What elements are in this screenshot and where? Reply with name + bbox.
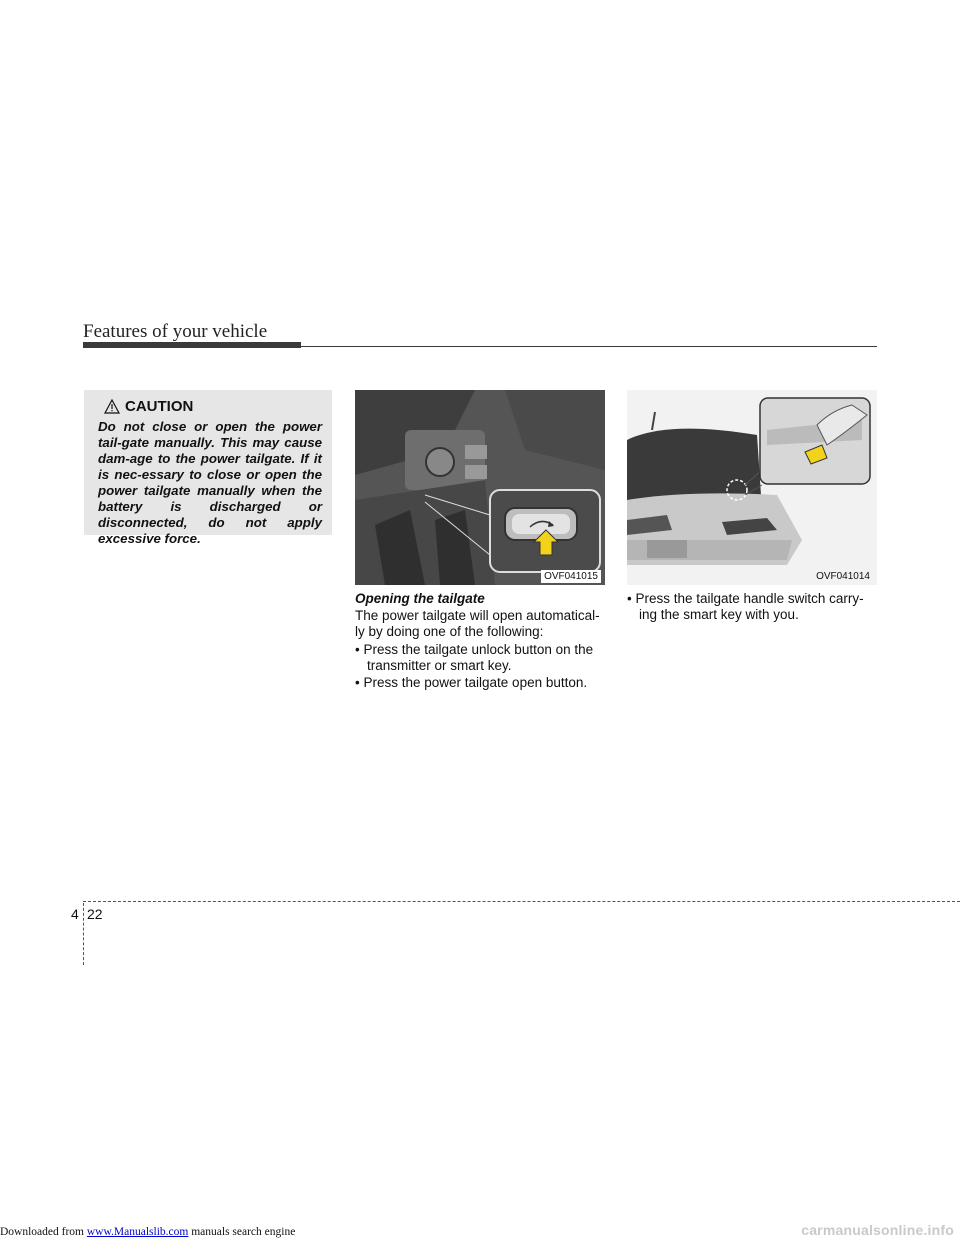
page-number: 22 — [87, 906, 103, 922]
figure-tailgate-handle-switch — [627, 390, 877, 585]
chapter-number: 4 — [71, 906, 79, 922]
caution-text: Do not close or open the power tail-gate manually. This may cause dam-age to the power tailgate. If it is nec-essary to close or open the power tailgate manually when the battery is discharged or disconnected, do not apply excessive force. — [98, 419, 322, 546]
figure-code: OVF041014 — [816, 571, 870, 582]
bullet-item: • Press the tailgate unlock button on the transmitter or smart key. — [355, 642, 594, 673]
bullet-item: • Press the power tailgate open button. — [355, 675, 588, 690]
caution-box — [84, 390, 332, 546]
caution-header — [104, 398, 322, 415]
chapter-divider-vertical — [83, 903, 84, 965]
footer-prefix: Downloaded from — [0, 1226, 87, 1238]
chapter-divider — [83, 901, 960, 902]
caution-title: CAUTION — [125, 398, 194, 415]
figure-tailgate-open-button — [355, 390, 605, 585]
watermark-logo: carmanualsonline.info — [801, 1222, 954, 1238]
header-bar — [83, 342, 301, 348]
footer-suffix: manuals search engine — [188, 1226, 296, 1238]
bullet-item: • Press the tailgate handle switch carry-ing the smart key with you. — [627, 591, 864, 622]
figure-code: OVF041015 — [541, 570, 601, 583]
header-rule — [83, 346, 877, 347]
page-header-title: Features of your vehicle — [83, 321, 268, 342]
warning-icon — [104, 399, 120, 414]
download-footer — [0, 1226, 295, 1238]
dashboard-illustration — [355, 390, 605, 585]
manualslib-link[interactable]: www.Manualslib.com — [86, 1226, 189, 1238]
car-rear-illustration — [627, 390, 877, 585]
section-intro: The power tailgate will open automatical-ly by doing one of the following: — [355, 608, 600, 639]
section-title: Opening the tailgate — [355, 591, 485, 606]
